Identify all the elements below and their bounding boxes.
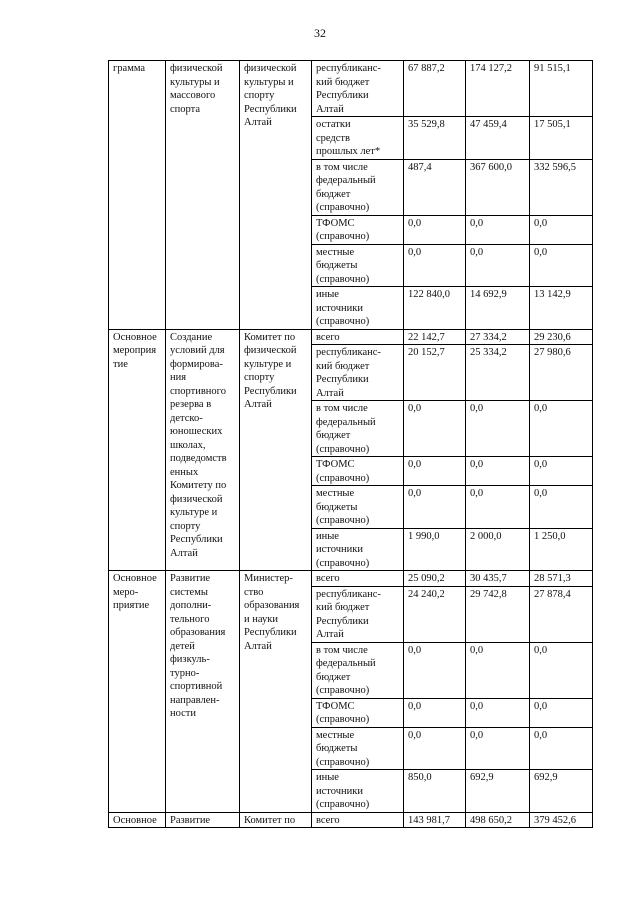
- value-cell-v3: 0,0: [530, 486, 593, 529]
- value-cell-v3: 27 980,6: [530, 345, 593, 401]
- source-cell: иные источники (справочно): [312, 770, 404, 813]
- value-cell-v2: 25 334,2: [466, 345, 530, 401]
- value-cell-v2: 27 334,2: [466, 329, 530, 345]
- name-cell: Создание условий для формирова- ния спортивного резерва в детско- юношеских школах, подведомств енных Комитету по физической культуре и спорту Республики Алтай: [166, 329, 240, 571]
- value-cell-v2: 0,0: [466, 698, 530, 727]
- budget-table: [108, 60, 593, 828]
- table-row: [109, 571, 593, 587]
- value-cell-v3: 29 230,6: [530, 329, 593, 345]
- value-cell-v2: 14 692,9: [466, 287, 530, 330]
- value-cell-v3: 0,0: [530, 457, 593, 486]
- value-cell-v2: 0,0: [466, 244, 530, 287]
- source-cell: в том числе федеральный бюджет (справочно): [312, 642, 404, 698]
- value-cell-v2: 0,0: [466, 457, 530, 486]
- value-cell-v3: 379 452,6: [530, 812, 593, 828]
- value-cell-v1: 0,0: [404, 486, 466, 529]
- program-cell: Основное меро- приятие: [109, 571, 166, 813]
- value-cell-v2: 29 742,8: [466, 586, 530, 642]
- value-cell-v2: 367 600,0: [466, 159, 530, 215]
- value-cell-v1: 20 152,7: [404, 345, 466, 401]
- value-cell-v1: 0,0: [404, 215, 466, 244]
- value-cell-v1: 67 887,2: [404, 61, 466, 117]
- source-cell: местные бюджеты (справочно): [312, 486, 404, 529]
- source-cell: ТФОМС (справочно): [312, 698, 404, 727]
- executor-cell: физической культуры и спорту Республики Алтай: [240, 61, 312, 330]
- value-cell-v2: 30 435,7: [466, 571, 530, 587]
- value-cell-v3: 28 571,3: [530, 571, 593, 587]
- value-cell-v1: 143 981,7: [404, 812, 466, 828]
- source-cell: иные источники (справочно): [312, 528, 404, 571]
- value-cell-v1: 0,0: [404, 401, 466, 457]
- source-cell: местные бюджеты (справочно): [312, 244, 404, 287]
- source-cell: всего: [312, 329, 404, 345]
- value-cell-v3: 17 505,1: [530, 117, 593, 160]
- value-cell-v3: 692,9: [530, 770, 593, 813]
- executor-cell: Комитет по физической культуре и спорту Республики Алтай: [240, 329, 312, 571]
- value-cell-v2: 692,9: [466, 770, 530, 813]
- source-cell: республиканс- кий бюджет Республики Алтай: [312, 345, 404, 401]
- value-cell-v2: 47 459,4: [466, 117, 530, 160]
- value-cell-v3: 0,0: [530, 401, 593, 457]
- value-cell-v2: 174 127,2: [466, 61, 530, 117]
- value-cell-v2: 0,0: [466, 401, 530, 457]
- program-cell: грамма: [109, 61, 166, 330]
- source-cell: в том числе федеральный бюджет (справочно): [312, 401, 404, 457]
- program-cell: Основное: [109, 812, 166, 828]
- source-cell: местные бюджеты (справочно): [312, 727, 404, 770]
- source-cell: иные источники (справочно): [312, 287, 404, 330]
- value-cell-v1: 0,0: [404, 727, 466, 770]
- value-cell-v3: 1 250,0: [530, 528, 593, 571]
- page-number: 32: [314, 26, 326, 40]
- source-cell: республиканс- кий бюджет Республики Алтай: [312, 586, 404, 642]
- value-cell-v3: 0,0: [530, 727, 593, 770]
- source-cell: всего: [312, 812, 404, 828]
- value-cell-v1: 0,0: [404, 642, 466, 698]
- value-cell-v1: 0,0: [404, 457, 466, 486]
- source-cell: ТФОМС (справочно): [312, 457, 404, 486]
- value-cell-v2: 498 650,2: [466, 812, 530, 828]
- value-cell-v2: 0,0: [466, 727, 530, 770]
- value-cell-v2: 0,0: [466, 486, 530, 529]
- value-cell-v1: 487,4: [404, 159, 466, 215]
- value-cell-v3: 0,0: [530, 215, 593, 244]
- value-cell-v2: 0,0: [466, 215, 530, 244]
- table-row: [109, 329, 593, 345]
- value-cell-v1: 22 142,7: [404, 329, 466, 345]
- source-cell: всего: [312, 571, 404, 587]
- name-cell: физической культуры и массового спорта: [166, 61, 240, 330]
- value-cell-v1: 25 090,2: [404, 571, 466, 587]
- name-cell: Развитие: [166, 812, 240, 828]
- executor-cell: Министер- ство образования и науки Республики Алтай: [240, 571, 312, 813]
- executor-cell: Комитет по: [240, 812, 312, 828]
- program-cell: Основное мероприя тие: [109, 329, 166, 571]
- value-cell-v3: 27 878,4: [530, 586, 593, 642]
- value-cell-v2: 0,0: [466, 642, 530, 698]
- value-cell-v1: 122 840,0: [404, 287, 466, 330]
- table-row: [109, 61, 593, 117]
- value-cell-v1: 1 990,0: [404, 528, 466, 571]
- value-cell-v3: 332 596,5: [530, 159, 593, 215]
- source-cell: ТФОМС (справочно): [312, 215, 404, 244]
- value-cell-v3: 0,0: [530, 698, 593, 727]
- table-row: [109, 812, 593, 828]
- name-cell: Развитие системы дополни- тельного образования детей физкуль- турно- спортивной направлен- ности: [166, 571, 240, 813]
- value-cell-v1: 0,0: [404, 244, 466, 287]
- value-cell-v3: 0,0: [530, 642, 593, 698]
- value-cell-v1: 850,0: [404, 770, 466, 813]
- value-cell-v3: 0,0: [530, 244, 593, 287]
- source-cell: в том числе федеральный бюджет (справочно): [312, 159, 404, 215]
- source-cell: остатки средств прошлых лет*: [312, 117, 404, 160]
- value-cell-v1: 35 529,8: [404, 117, 466, 160]
- value-cell-v1: 0,0: [404, 698, 466, 727]
- budget-table-body: [109, 61, 593, 828]
- value-cell-v3: 91 515,1: [530, 61, 593, 117]
- source-cell: республиканс- кий бюджет Республики Алтай: [312, 61, 404, 117]
- value-cell-v3: 13 142,9: [530, 287, 593, 330]
- value-cell-v1: 24 240,2: [404, 586, 466, 642]
- value-cell-v2: 2 000,0: [466, 528, 530, 571]
